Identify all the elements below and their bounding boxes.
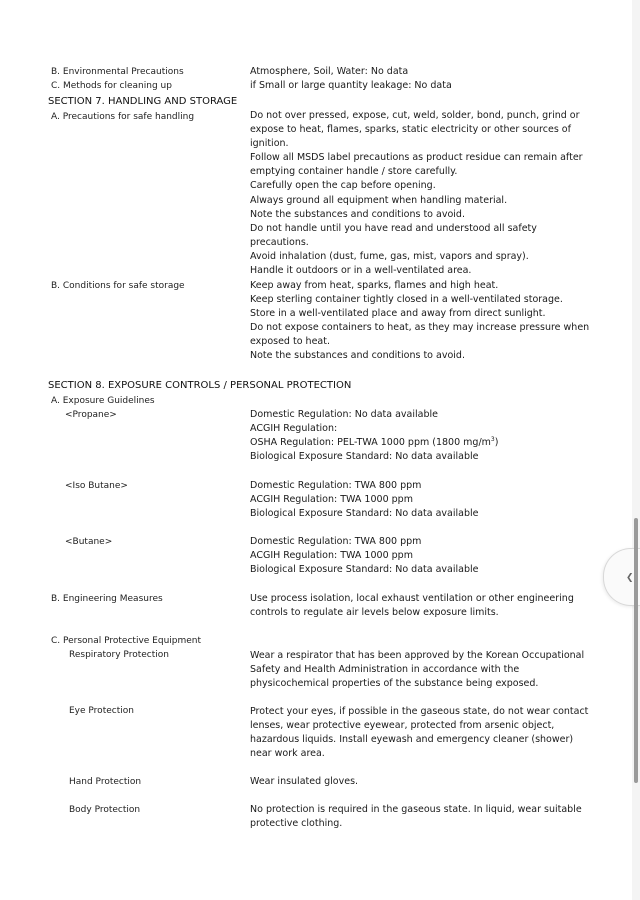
section8-title: SECTION 8. EXPOSURE CONTROLS / PERSONAL PROTECTION: [48, 380, 352, 391]
respiratory-value: Wear a respirator that has been approved by the Korean Occupational Safety and Health Administration in accordance with the physicochemical properties of the substance being exposed.: [250, 650, 585, 690]
propane-domestic: Domestic Regulation: No data available: [250, 409, 438, 420]
butane-values: [250, 535, 595, 577]
isobutane-label: <Iso Butane>: [65, 481, 128, 491]
safe-storage-label: B. Conditions for safe storage: [51, 281, 185, 291]
scrollbar-thumb[interactable]: [634, 518, 638, 783]
safe-storage-text: [250, 279, 595, 364]
env-precautions-label: B. Environmental Precautions: [51, 67, 184, 77]
safe-handling-label: A. Precautions for safe handling: [51, 112, 195, 122]
ppe-label: C. Personal Protective Equipment: [51, 636, 202, 646]
propane-osha-sup: 3: [490, 436, 495, 444]
propane-label: <Propane>: [65, 410, 117, 420]
propane-osha-close: ): [494, 437, 499, 449]
safe-storage-line: Keep sterling container tightly closed in a well-ventilated storage.: [250, 294, 563, 306]
safe-handling-line: Avoid inhalation (dust, fume, gas, mist, vapors and spray).: [250, 250, 529, 262]
butane-domestic: Domestic Regulation: TWA 800 ppm: [250, 536, 422, 547]
safe-handling-line: Note the substances and conditions to avoid.: [250, 208, 465, 220]
safe-storage-line: Do not expose containers to heat, as they may increase pressure when exposed to heat.: [250, 322, 590, 348]
hand-value: Wear insulated gloves.: [250, 776, 359, 787]
exposure-guidelines-label: A. Exposure Guidelines: [51, 396, 155, 406]
safe-handling-line: Do not over pressed, expose, cut, weld, solder, bond, punch, grind or expose to heat, flames, sparks, static electricity or other sources of ignition.: [250, 110, 580, 150]
chevron-left-icon: ❮: [626, 573, 634, 583]
safe-handling-line: Carefully open the cap before opening.: [250, 180, 436, 192]
engineering-value: Use process isolation, local exhaust ventilation or other engineering controls to regulate air levels below exposure limits.: [250, 593, 574, 619]
safe-storage-line: Store in a well-ventilated place and away from direct sunlight.: [250, 308, 546, 320]
propane-osha: [250, 436, 595, 450]
safe-handling-text: [250, 109, 595, 278]
butane-label: <Butane>: [65, 537, 113, 547]
safe-handling-line: Handle it outdoors or in a well-ventilated area.: [250, 265, 472, 277]
safe-storage-line: Note the substances and conditions to avoid.: [250, 350, 465, 362]
propane-osha-text: OSHA Regulation: PEL-TWA 1000 ppm (1800 mg/m: [250, 437, 491, 449]
cleaning-methods-label: C. Methods for cleaning up: [51, 81, 172, 91]
eye-value: Protect your eyes, if possible in the gaseous state, do not wear contact lenses, wear protective eyewear, protected from arsenic object, hazardous liquids. Install eyewash and emergency cleaner (shower) near work area.: [250, 706, 589, 760]
eye-label: Eye Protection: [69, 706, 134, 716]
isobutane-acgih: ACGIH Regulation: TWA 1000 ppm: [250, 494, 413, 506]
isobutane-domestic: Domestic Regulation: TWA 800 ppm: [250, 480, 422, 491]
body-label: Body Protection: [69, 805, 141, 815]
cleaning-methods-value: if Small or large quantity leakage: No data: [250, 80, 452, 91]
safe-handling-line: Always ground all equipment when handling material.: [250, 194, 508, 206]
butane-acgih: ACGIH Regulation: TWA 1000 ppm: [250, 550, 413, 562]
safe-handling-line: Follow all MSDS label precautions as product residue can remain after emptying container handle / store carefully.: [250, 152, 583, 178]
safe-handling-line: Do not handle until you have read and understood all safety precautions.: [250, 222, 537, 248]
body-value: No protection is required in the gaseous state. In liquid, wear suitable protective clothing.: [250, 804, 582, 830]
hand-label: Hand Protection: [69, 777, 142, 787]
butane-biological: Biological Exposure Standard: No data available: [250, 564, 479, 576]
env-precautions-value: Atmosphere, Soil, Water: No data: [250, 66, 409, 77]
safe-storage-line: Keep away from heat, sparks, flames and high heat.: [250, 280, 499, 291]
section7-title: SECTION 7. HANDLING AND STORAGE: [48, 96, 238, 107]
engineering-label: B. Engineering Measures: [51, 594, 163, 604]
respiratory-label: Respiratory Protection: [69, 650, 169, 660]
propane-biological: Biological Exposure Standard: No data available: [250, 451, 479, 463]
propane-values: [250, 408, 595, 464]
propane-acgih: ACGIH Regulation:: [250, 423, 338, 435]
isobutane-biological: Biological Exposure Standard: No data available: [250, 508, 479, 520]
isobutane-values: [250, 479, 595, 521]
